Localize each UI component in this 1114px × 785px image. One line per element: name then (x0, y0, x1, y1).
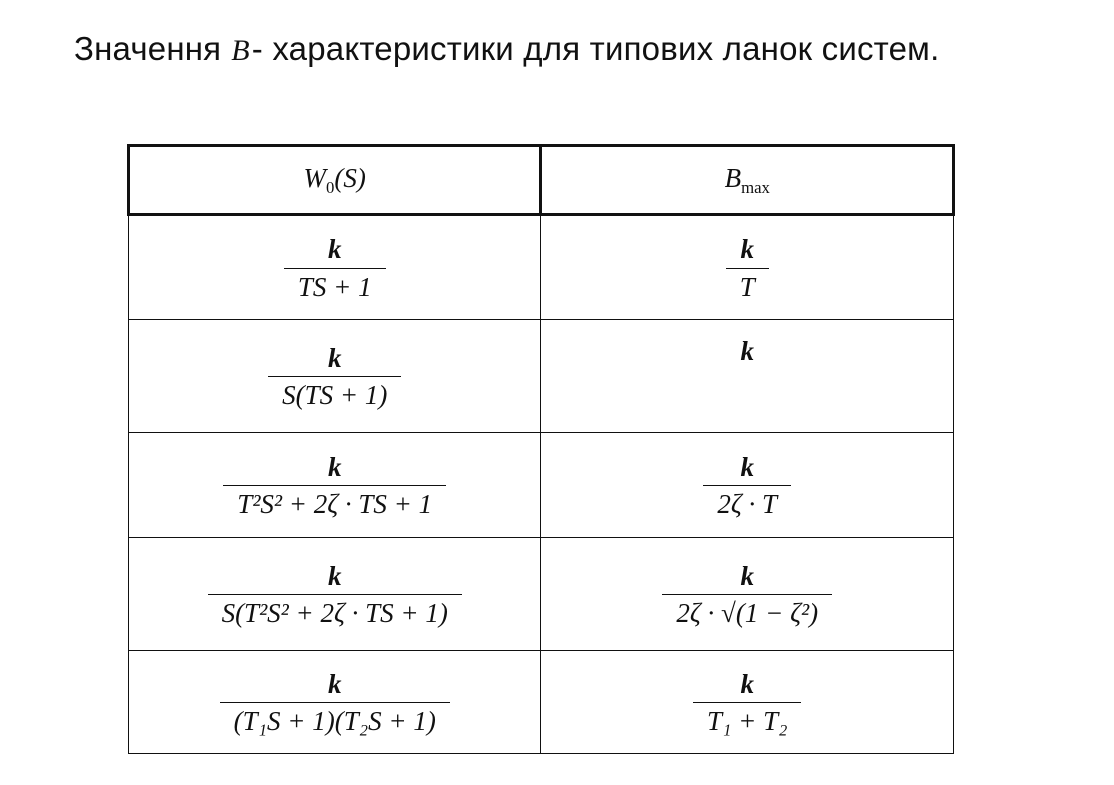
fraction (220, 670, 450, 736)
title-suffix: - характеристики для типових ланок систем. (251, 30, 940, 67)
numerator: k (740, 234, 754, 265)
fraction (268, 344, 401, 410)
header-w-argument: (S) (334, 162, 366, 193)
transfer-function-cell (129, 215, 541, 320)
b-max-cell (541, 433, 954, 538)
denominator: S(TS + 1) (268, 376, 401, 409)
numerator: k (740, 668, 754, 699)
table-row (129, 215, 954, 320)
b-max-cell (541, 651, 954, 754)
denominator: TS + 1 (284, 268, 386, 301)
table-row (129, 320, 954, 433)
fraction (223, 453, 446, 519)
numerator: k (327, 234, 342, 265)
numerator: k (740, 560, 754, 591)
characteristics-table (127, 144, 955, 754)
denominator: T₁ + T₂ (693, 702, 802, 735)
numerator: k (327, 668, 342, 699)
fraction (703, 453, 791, 519)
header-w-symbol: W (303, 162, 327, 193)
denominator: S(T²S² + 2ζ · TS + 1) (208, 594, 462, 627)
fraction (284, 235, 386, 301)
denominator: T²S² + 2ζ · TS + 1 (223, 485, 446, 518)
denominator: 2ζ · √(1 − ζ²) (662, 594, 832, 627)
title-prefix: Значення (74, 30, 222, 67)
table-row (129, 651, 954, 754)
fraction (693, 670, 802, 736)
title-variable: B (231, 34, 250, 67)
header-w-subscript: 0 (326, 177, 335, 197)
transfer-function-cell (129, 320, 541, 433)
header-transfer-function (129, 146, 541, 215)
fraction (662, 562, 832, 628)
header-b-symbol: B (724, 162, 742, 193)
header-b-max (541, 146, 954, 215)
table-row (129, 538, 954, 651)
numerator: k (327, 342, 342, 373)
transfer-function-cell (129, 651, 541, 754)
numerator: k (327, 451, 342, 482)
page-title (74, 30, 939, 68)
table-row (129, 433, 954, 538)
b-max-value: k (740, 336, 754, 366)
b-max-cell (541, 538, 954, 651)
b-max-cell (541, 215, 954, 320)
b-max-cell (541, 320, 954, 433)
denominator: 2ζ · T (703, 485, 791, 518)
fraction (208, 562, 462, 628)
table-header-row (129, 146, 954, 215)
fraction (726, 235, 769, 301)
denominator: (T₁S + 1)(T₂S + 1) (220, 702, 450, 735)
denominator: T (726, 268, 769, 301)
transfer-function-cell (129, 538, 541, 651)
numerator: k (740, 451, 754, 482)
numerator: k (327, 560, 342, 591)
header-b-subscript: max (741, 177, 770, 197)
transfer-function-cell (129, 433, 541, 538)
